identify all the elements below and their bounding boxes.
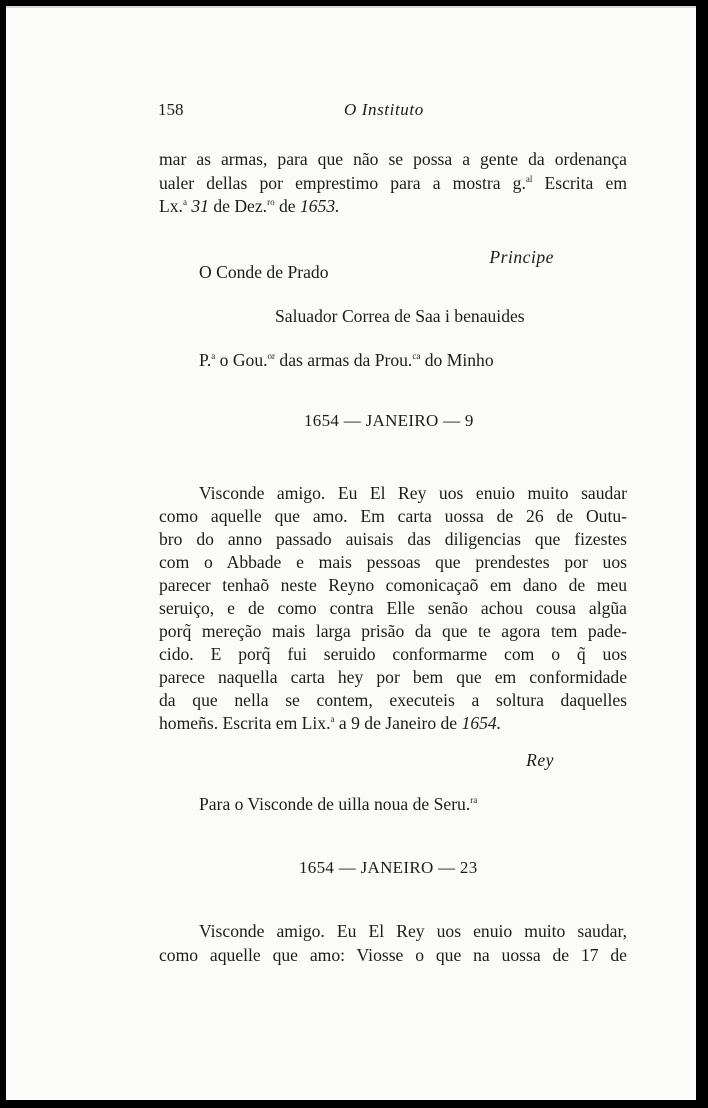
text-line: bro do anno passado auisais das diligencias que fizestes bbox=[159, 529, 627, 549]
countersignature: O Conde de Prado bbox=[199, 262, 329, 282]
text-line: parecer tenhaõ neste Reyno comonicaçaõ em dano de meu bbox=[159, 575, 627, 595]
text-line: Visconde amigo. Eu El Rey uos enuio muito saudar, bbox=[199, 921, 627, 941]
page-number: 158 bbox=[158, 100, 184, 119]
secretary-name: Saluador Correa de Saa i benauides bbox=[275, 306, 525, 326]
page-header bbox=[158, 100, 588, 126]
text-line: ualer dellas por emprestimo para a mostra g.$^{al}$ Escrita em bbox=[159, 173, 627, 193]
book-page bbox=[6, 6, 696, 1100]
text-line: com o Abbade e mais pessoas que prendestes por uos bbox=[159, 552, 627, 572]
addressee: P.$^a$ o Gou.$^{or}$ das armas da Prou.$^{ca}$ do Minho bbox=[199, 350, 494, 370]
signature: Rey bbox=[526, 750, 554, 770]
text-line: Visconde amigo. Eu El Rey uos enuio muito saudar bbox=[199, 483, 627, 503]
text-line: parece naquella carta hey por bem que em conformidade bbox=[159, 667, 627, 687]
addressee: Para o Visconde de uilla noua de Seru.$^{ra}$ bbox=[199, 794, 478, 814]
text-line: seruiço, e de como contra Elle senão achou cousa algũa bbox=[159, 598, 627, 618]
text-line: mar as armas, para que não se possa a gente da ordenança bbox=[159, 149, 627, 169]
signature: Principe bbox=[489, 247, 554, 267]
text-line: cido. E porq̃ fui seruido conformarme com o q̃ uos bbox=[159, 644, 627, 664]
page-edge bbox=[6, 6, 696, 8]
text-line: da que nella se contem, executeis a soltura daquelles bbox=[159, 690, 627, 710]
text-line: homeñs. Escrita em Lix.$^a$ a 9 de Janeiro de 1654. bbox=[159, 713, 502, 733]
text-line: porq̃ mereção mais larga prisão da que te agora tem pade- bbox=[159, 621, 627, 641]
text-line: Lx.$^a$ 31 de Dez.$^{ro}$ de 1653. bbox=[159, 196, 340, 216]
text-line: como aquelle que amo: Viosse o que na uossa de 17 de bbox=[159, 945, 627, 965]
running-title: O Instituto bbox=[344, 100, 424, 119]
date-heading: 1654 — JANEIRO — 23 bbox=[299, 858, 478, 877]
date-heading: 1654 — JANEIRO — 9 bbox=[304, 411, 474, 430]
text-line: como aquelle que amo. Em carta uossa de 26 de Outu- bbox=[159, 506, 627, 526]
